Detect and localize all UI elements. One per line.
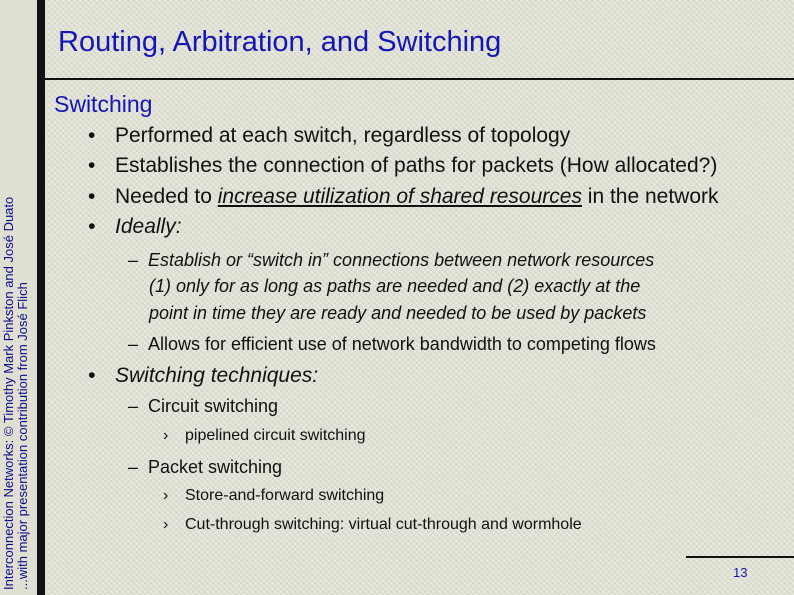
section-heading: Switching bbox=[54, 91, 153, 117]
bullet-text: Establishes the connection of paths for packets (How allocated?) bbox=[115, 154, 718, 177]
sub-marker: – bbox=[128, 334, 139, 354]
bullet-marker: • bbox=[88, 154, 96, 177]
side-credit-line-1: Interconnection Networks: © Timothy Mark Pinkston and José Duato bbox=[1, 196, 16, 590]
bullet-marker: • bbox=[88, 185, 96, 208]
ideally-sub-1-line-3: point in time they are ready and needed to be used by packets bbox=[149, 303, 647, 323]
sub2-marker: › bbox=[163, 487, 169, 504]
bullet-text: Switching techniques: bbox=[115, 364, 319, 387]
sub-text: Circuit switching bbox=[148, 396, 279, 416]
bullet-marker: • bbox=[88, 364, 96, 387]
sub-marker: – bbox=[128, 457, 139, 477]
sub2-text: Cut-through switching: virtual cut-through and wormhole bbox=[185, 516, 582, 533]
sub-marker: – bbox=[128, 250, 139, 270]
bullet-text-part: in the network bbox=[581, 185, 719, 208]
sub2-marker: › bbox=[163, 427, 169, 444]
bullet-text-part: Needed to bbox=[115, 185, 218, 208]
bullet-marker: • bbox=[88, 124, 96, 147]
bullet-emphasis: increase utilization of shared resources bbox=[217, 185, 582, 208]
sub2-marker: › bbox=[163, 516, 169, 533]
page-number: 13 bbox=[733, 565, 748, 580]
footer-rule bbox=[686, 556, 794, 558]
sub-marker: – bbox=[128, 396, 139, 416]
side-credit bbox=[2, 0, 30, 590]
title-rule bbox=[37, 78, 794, 80]
sub-text-line-1: Establish or “switch in” connections between network resources bbox=[148, 250, 655, 270]
sub-text: Packet switching bbox=[148, 457, 283, 477]
slide-title: Routing, Arbitration, and Switching bbox=[58, 26, 502, 58]
sub2-text: Store-and-forward switching bbox=[185, 487, 385, 504]
sub2-text: pipelined circuit switching bbox=[185, 427, 366, 444]
bullet-text: Performed at each switch, regardless of topology bbox=[115, 124, 571, 147]
vertical-rule bbox=[37, 0, 45, 595]
side-credit-line-2: ...with major presentation contribution from José Flich bbox=[15, 282, 30, 590]
sub-text: Allows for efficient use of network bandwidth to competing flows bbox=[148, 334, 656, 354]
ideally-sub-1-line-2: (1) only for as long as paths are needed and (2) exactly at the bbox=[149, 276, 641, 296]
bullet-text: Ideally: bbox=[115, 215, 182, 238]
bullet-marker: • bbox=[88, 215, 96, 238]
bullet-text bbox=[115, 185, 719, 209]
